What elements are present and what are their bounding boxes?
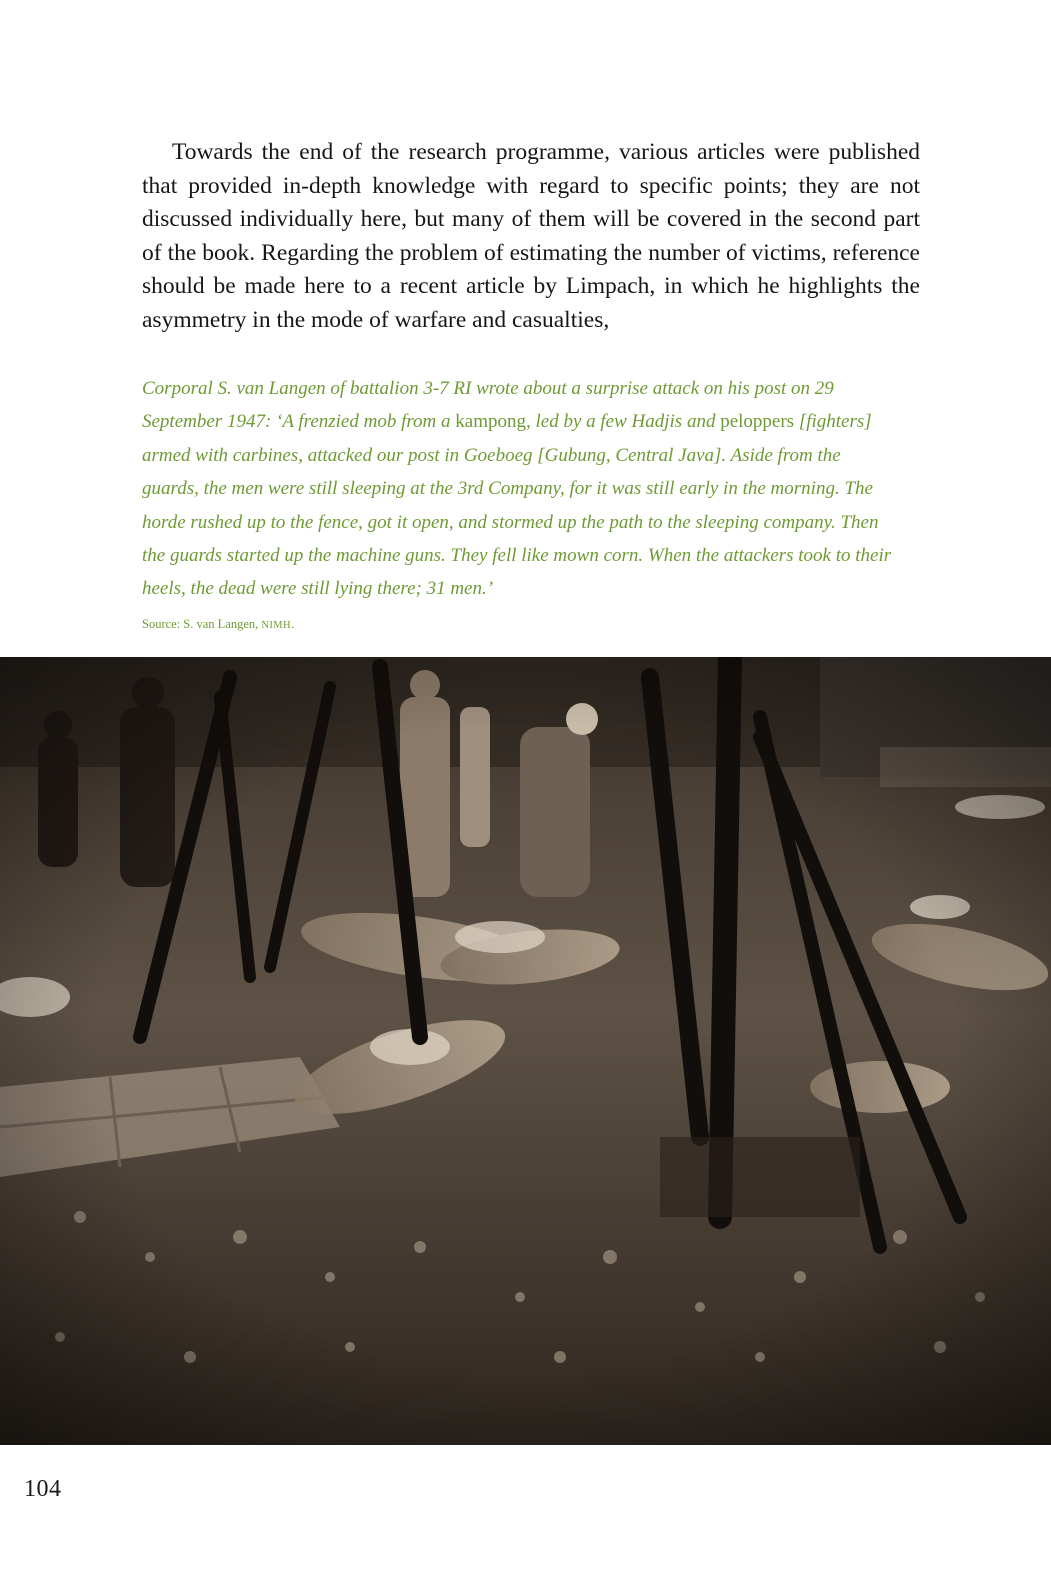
caption-term-kampong: kampong [455, 411, 526, 433]
caption-term-peloppers: peloppers [720, 411, 795, 433]
source-suffix: . [291, 617, 295, 631]
photo-caption [142, 372, 902, 606]
page-number: 104 [24, 1476, 62, 1502]
historical-photograph [0, 657, 1051, 1445]
caption-text-2: , led by a few Hadjis and [526, 411, 721, 433]
photo-source-credit [142, 614, 294, 636]
caption-text-1: Corporal S. van Langen of battalion 3-7 RI wrote about a surprise attack on his post on 29 September 1947: ‘A frenzied mob from a [142, 378, 834, 433]
caption-text-3: [fighters] armed with carbines, attacked our post in Goeboeg [Gubung, Central Java]. Aside from the guards, the men were still sleeping at the 3rd Company, for it was still early in the morning. The horde rushed up to the fence, got it open, and stormed up the path to the sleeping company. Then the guards started up the machine guns. They fell like mown corn. When the attackers took to their heels, the dead were still lying there; 31 men.’ [142, 411, 892, 600]
source-archive: NIMH [261, 620, 292, 631]
body-paragraph: Towards the end of the research programme, various articles were published that provided in-depth knowledge with regard to specific points; they are not discussed individually here, but many of them will be covered in the second part of the book. Regarding the problem of estimating the number of victims, reference should be made here to a recent article by Limpach, in which he highlights the asymmetry in the mode of warfare and casualties, [142, 139, 920, 333]
source-prefix: Source: S. van Langen, [142, 617, 262, 631]
